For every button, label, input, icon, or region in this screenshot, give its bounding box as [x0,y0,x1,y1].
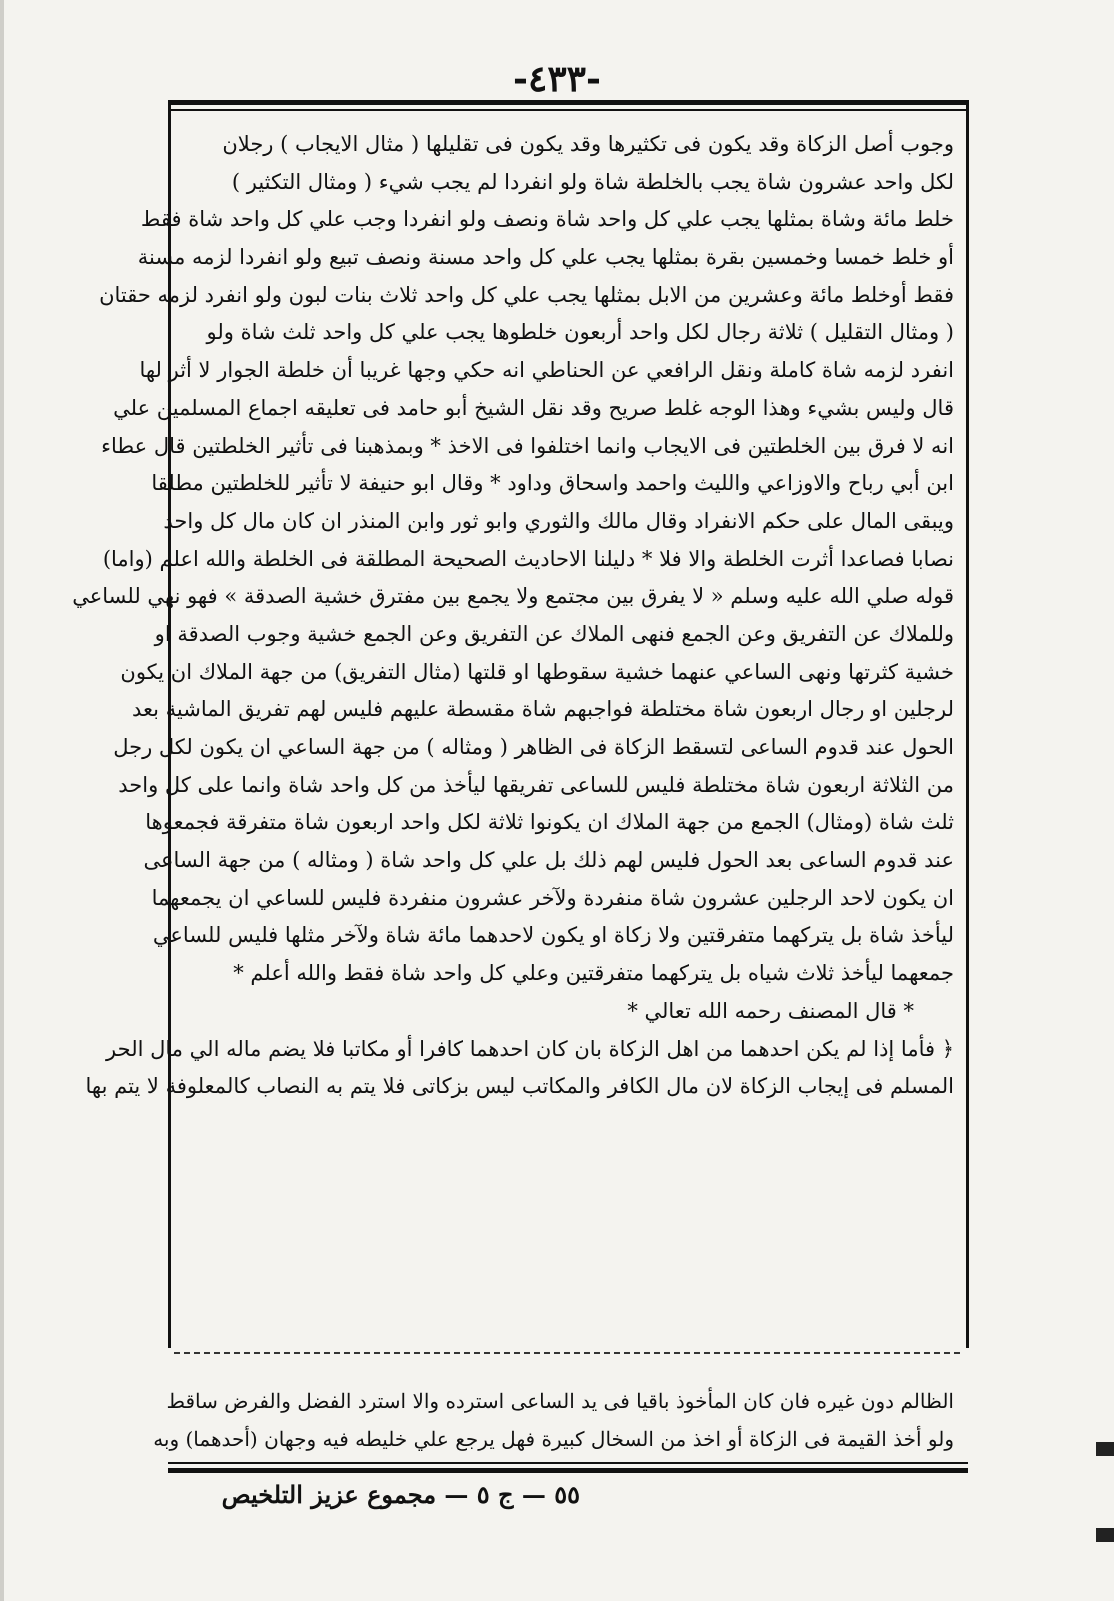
main-text [72,126,954,1106]
page-number: -٤٣٣- [513,58,601,100]
footer-signature: ٥٥ — ج ٥ — مجموع عزيز التلخيص [221,1480,580,1509]
text-line: قال وليس بشيء وهذا الوجه غلط صريح وقد نقل الشيخ أبو حامد فى تعليقه اجماع المسلمين علي [113,395,954,420]
text-line: ( ومثال التقليل ) ثلاثة رجال لكل واحد أربعون خلطوها يجب علي كل واحد ثلث شاة ولو [206,320,954,345]
text-line: ويبقى المال على حكم الانفراد وقال مالك والثوري وابو ثور وابن المنذر ان كان مال كل واحد [163,508,954,533]
text-line: ابن أبي رباح والاوزاعي والليث واحمد واسحاق وداود * وقال ابو حنيفة لا تأثير للخلطتين مطلقا [151,471,954,496]
text-line: لكل واحد عشرون شاة يجب بالخلطة شاة ولو انفردا لم يجب شيء ( ومثال التكثير ) [231,169,954,194]
scan-edge-mark [1096,1528,1114,1542]
scan-edge-mark [1096,1442,1114,1456]
text-line: انفرد لزمه شاة كاملة ونقل الرافعي عن الحناطي انه حكي وجها غريبا أن خلطة الجوار لا أثر لها [139,358,954,383]
text-line: خلط مائة وشاة بمثلها يجب علي كل واحد شاة ونصف ولو انفردا وجب علي كل واحد شاة فقط [140,207,954,232]
text-line: وللملاك عن التفريق وعن الجمع فنهى الملاك عن التفريق وعن الجمع خشية وجوب الصدقة او [154,621,954,646]
top-rule-thin [168,109,968,111]
text-line: ليأخذ شاة بل يتركهما متفرقتين ولا زكاة او يكون لاحدهما مائة شاة ولآخر مثلها فليس للساعي [152,923,954,948]
text-line: ان يكون لاحد الرجلين عشرون شاة منفردة ولآخر عشرون منفردة فليس للساعي ان يجمعهما [151,885,954,910]
text-line: عند قدوم الساعى بعد الحول فليس لهم ذلك بل علي كل واحد شاة ( ومثاله ) من جهة الساعى [143,848,954,873]
footnote-text [153,1382,954,1458]
note-line: ولو أخذ القيمة فى الزكاة أو اخذ من السخال كبيرة فهل يرجع علي خليطه فيه وجهان (أحدهما) وبه [153,1427,954,1451]
text-line: قوله صلي الله عليه وسلم « لا يفرق بين مجتمع ولا يجمع بين مفترق خشية الصدقة » فهو نهي للساعي [72,584,954,609]
text-line: المسلم فى إيجاب الزكاة لان مال الكافر والمكاتب ليس بزكاتى فلا يتم به النصاب كالمعلوفة لا يتم بها [85,1074,954,1099]
footnote-divider [174,1352,960,1354]
text-line: ﴿ فأما إذا لم يكن احدهما من اهل الزكاة بان كان احدهما كافرا أو مكاتبا فلا يضم ماله الي مال الحر [106,1036,954,1061]
author-heading: * قال المصنف رحمه الله تعالي * [627,998,914,1023]
right-frame-line [966,100,969,1348]
text-line: فقط أوخلط مائة وعشرين من الابل بمثلها يجب علي كل واحد ثلاث بنات لبون ولو انفرد لزمه حقتان [99,282,954,307]
text-line: لرجلين او رجال اربعون شاة مختلطة فواجبهم شاة مقسطة عليهم فليس لهم تفريق الماشية بعد [131,697,954,722]
text-line: انه لا فرق بين الخلطتين فى الايجاب وانما اختلفوا فى الاخذ * وبمذهبنا فى تأثير الخلطتين قال عطاء [101,433,954,458]
text-line: وجوب أصل الزكاة وقد يكون فى تكثيرها وقد يكون فى تقليلها ( مثال الايجاب ) رجلان [222,132,954,156]
bottom-rule-thick [168,1468,968,1473]
text-line: نصابا فصاعدا أثرت الخلطة والا فلا * دليلنا الاحاديث الصحيحة المطلقة فى الخلطة والله اعلم (واما) [102,546,954,571]
top-rule-thick [168,100,968,105]
scan-edge [0,0,4,1601]
text-line: الحول عند قدوم الساعى لتسقط الزكاة فى الظاهر ( ومثاله ) من جهة الساعي ان يكون لكل رجل [113,735,954,759]
bottom-rule-thin [168,1462,968,1464]
text-line: جمعهما ليأخذ ثلاث شياه بل يتركهما متفرقتين وعلي كل واحد شاة فقط والله أعلم * [233,961,954,986]
note-line: الظالم دون غيره فان كان المأخوذ باقيا فى يد الساعى استرده والا استرد الفضل والفرض ساقط [166,1389,954,1413]
text-line: من الثلاثة اربعون شاة مختلطة فليس للساعى تفريقها ليأخذ من كل واحد شاة وانما على كل واحد [118,772,954,797]
text-line: أو خلط خمسا وخمسين بقرة بمثلها يجب علي كل واحد مسنة ونصف تبيع ولو انفردا لزمه مسنة [137,245,954,270]
text-line: خشية كثرتها ونهى الساعي عنهما خشية سقوطها او قلتها (مثال التفريق) من جهة الملاك ان يكون [120,659,954,684]
text-line: ثلث شاة (ومثال) الجمع من جهة الملاك ان يكونوا ثلاثة لكل واحد اربعون شاة متفرقة فجمعوها [145,810,954,835]
